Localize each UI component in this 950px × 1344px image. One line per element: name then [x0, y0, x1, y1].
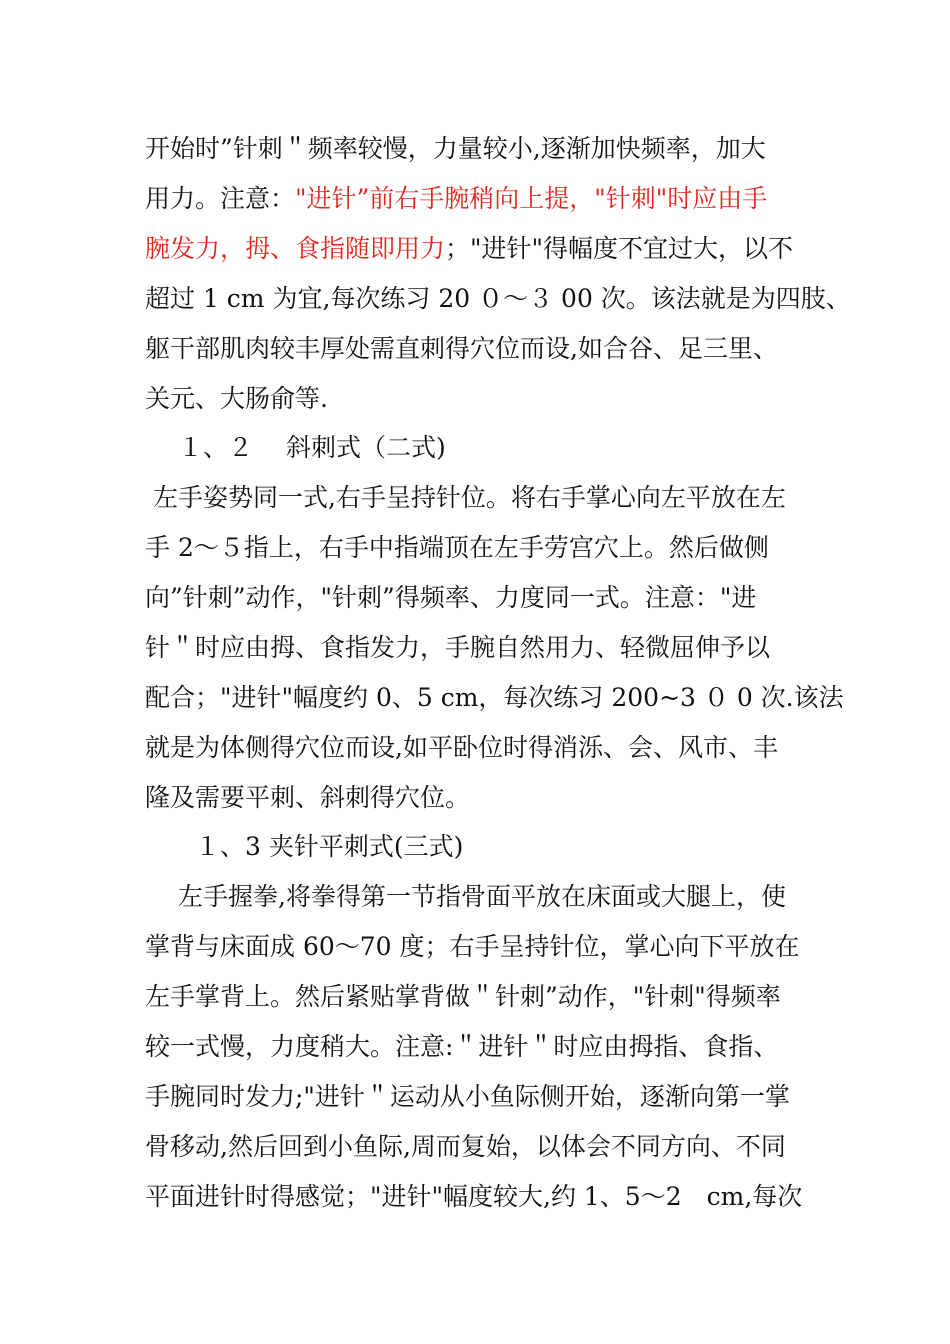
section-heading: １、3 夹针平刺式(三式) [195, 832, 464, 861]
paragraph-line: 超过 1 cm 为宜,每次练习 20 ０～３ 00 次。该法就是为四肢、 [145, 284, 851, 313]
text-span: ；"进针"得幅度不宜过大，以不 [445, 234, 794, 263]
paragraph-line: 手腕同时发力;"进针＂运动从小鱼际侧开始，逐渐向第一掌 [145, 1082, 790, 1111]
highlight-text: "进针”前右手腕稍向上提，"针刺"时应由手 [295, 184, 768, 213]
paragraph-line: 左手握拳,将拳得第一节指骨面平放在床面或大腿上，使 [178, 882, 786, 911]
paragraph-line: 平面进针时得感觉；"进针"幅度较大,约 1、5～2 cm,每次 [145, 1182, 803, 1211]
paragraph-line: 手 2～５指上，右手中指端顶在左手劳宫穴上。然后做侧 [145, 533, 769, 562]
paragraph-line: 关元、大肠俞等. [145, 384, 328, 413]
paragraph-line: 掌背与床面成 60～70 度；右手呈持针位，掌心向下平放在 [145, 932, 800, 961]
paragraph-line: 隆及需要平刺、斜刺得穴位。 [145, 783, 471, 812]
paragraph-line: 骨移动,然后回到小鱼际,周而复始，以体会不同方向、不同 [145, 1132, 786, 1161]
paragraph-line: 左手掌背上。然后紧贴掌背做＂针刺”动作，"针刺"得频率 [145, 982, 781, 1011]
paragraph-line: 针＂时应由拇、食指发力，手腕自然用力、轻微屈伸予以 [145, 633, 771, 662]
paragraph-line: 向”针刺”动作，"针刺”得频率、力度同一式。注意："进 [145, 583, 757, 612]
paragraph-line: 配合；"进针"幅度约 0、5 cm，每次练习 200~3 ０ 0 次.该法 [145, 683, 844, 712]
paragraph-line [145, 232, 793, 266]
section-heading: １、２ 斜刺式（二式) [178, 433, 446, 462]
paragraph-line: 就是为体侧得穴位而设,如平卧位时得消泺、会、风市、丰 [145, 733, 778, 762]
paragraph-line: 较一式慢，力度稍大。注意:＂进针＂时应由拇指、食指、 [145, 1032, 779, 1061]
highlight-text: 腕发力，拇、食指随即用力 [145, 234, 446, 263]
text-span: 用力。注意： [145, 184, 296, 213]
paragraph-line: 开始时”针刺＂频率较慢，力量较小,逐渐加快频率，加大 [145, 134, 766, 163]
paragraph-line: 左手姿势同一式,右手呈持针位。将右手掌心向左平放在左 [145, 483, 786, 512]
paragraph-line [145, 182, 767, 216]
paragraph-line: 躯干部肌肉较丰厚处需直刺得穴位而设,如合谷、足三里、 [145, 334, 778, 363]
